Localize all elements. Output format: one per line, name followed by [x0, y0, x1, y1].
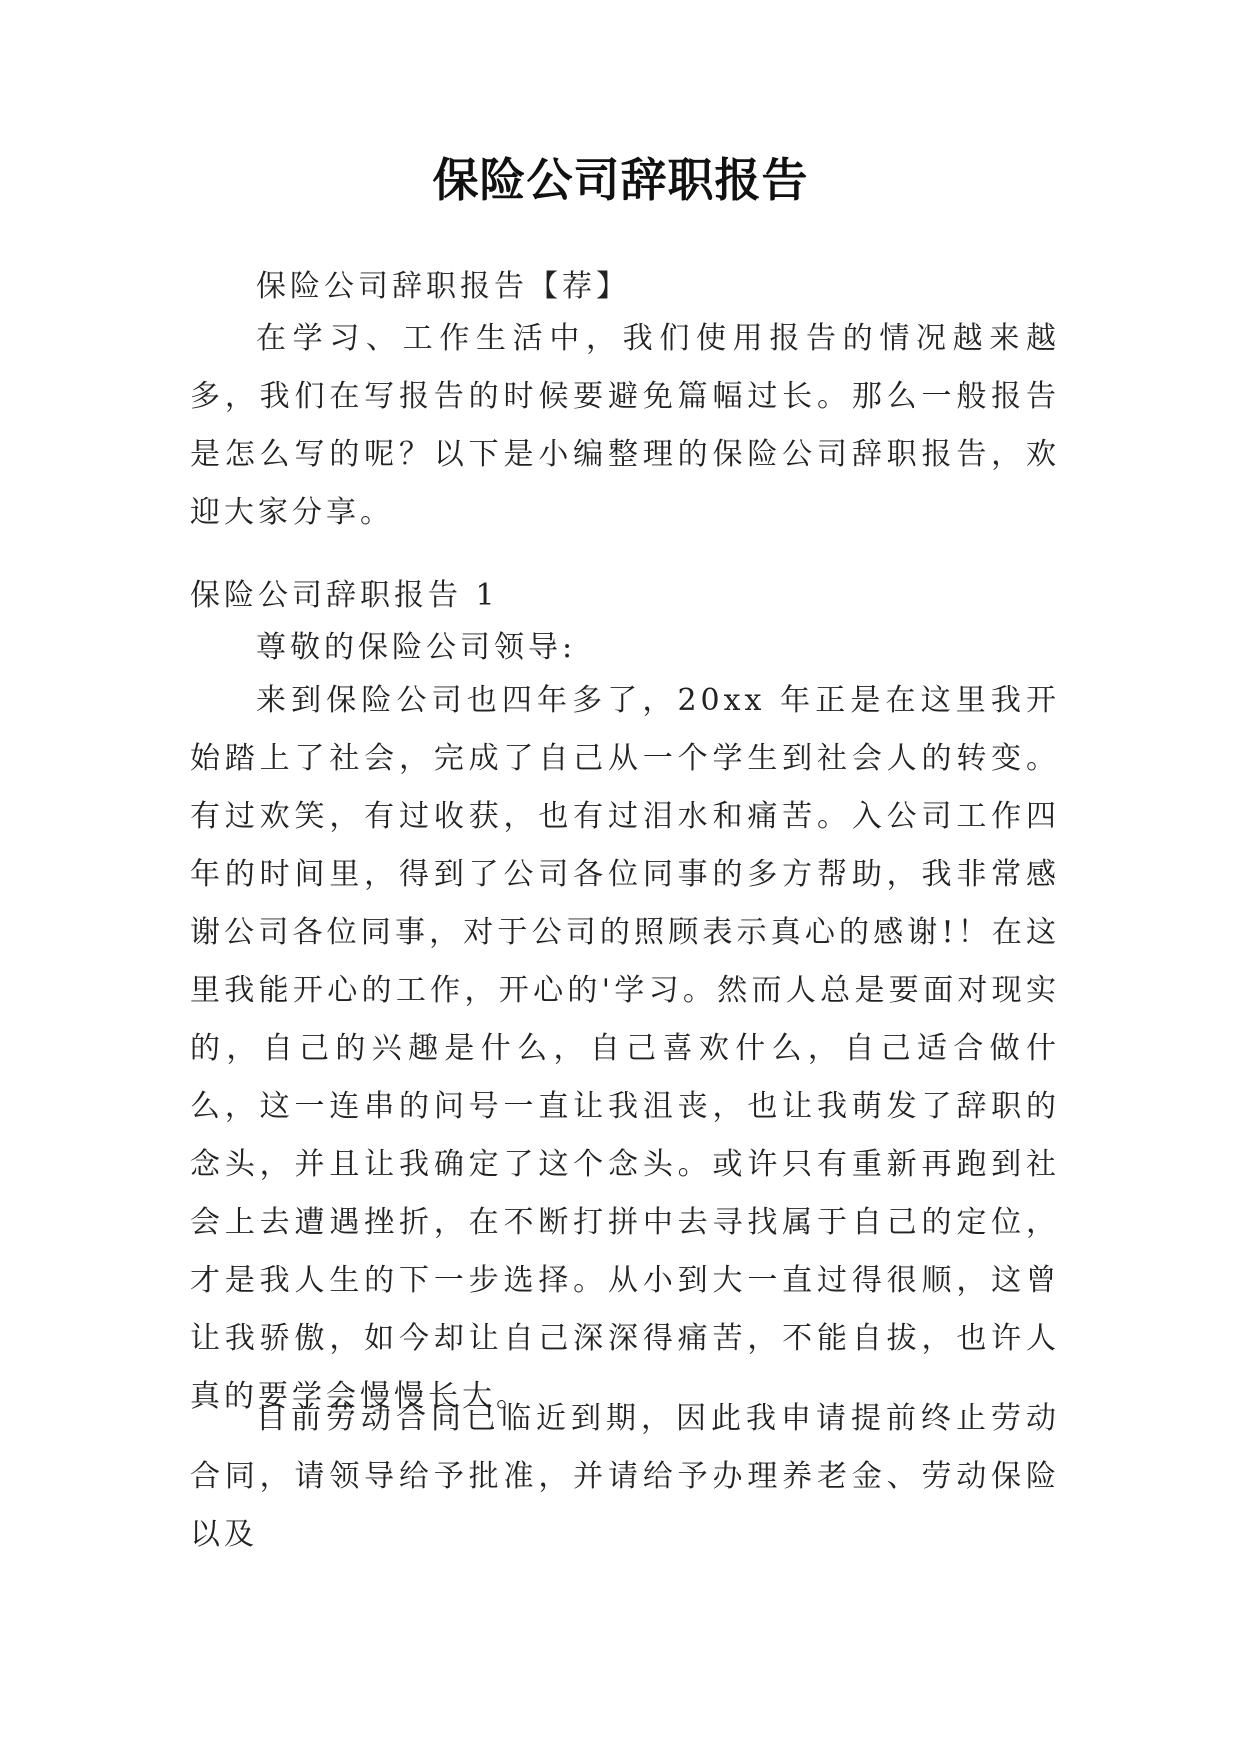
- body-paragraph-2: 目前劳动合同已临近到期，因此我申请提前终止劳动合同，请领导给予批准，并请给予办理养老金、劳动保险以及: [190, 1401, 1060, 1552]
- section-heading: 保险公司辞职报告 1: [190, 578, 499, 613]
- intro-paragraph: 在学习、工作生活中，我们使用报告的情况越来越多，我们在写报告的时候要避免篇幅过长。那么一般报告是怎么写的呢？以下是小编整理的保险公司辞职报告，欢迎大家分享。: [190, 321, 1060, 530]
- document-subtitle: 保险公司辞职报告【荐】: [256, 269, 630, 304]
- document-title: 保险公司辞职报告: [432, 153, 809, 207]
- salutation: 尊敬的保险公司领导:: [256, 630, 577, 665]
- body-paragraph-1: 来到保险公司也四年多了，20xx 年正是在这里我开始踏上了社会，完成了自己从一个学生到社会人的转变。有过欢笑，有过收获，也有过泪水和痛苦。入公司工作四年的时间里，得到了公司各位同事的多方帮助，我非常感谢公司各位同事，对于公司的照顾表示真心的感谢!！在这里我能开心的工作，开心的'学习。然而人总是要面对现实的，自己的兴趣是什么，自己喜欢什么，自己适合做什么，这一连串的问号一直让我沮丧，也让我萌发了辞职的念头，并且让我确定了这个念头。或许只有重新再跑到社会上去遭遇挫折，在不断打拼中去寻找属于自己的定位，才是我人生的下一步选择。从小到大一直过得很顺，这曾让我骄傲，如今却让自己深深得痛苦，不能自拔，也许人真的要学会慢慢长大。: [190, 683, 1060, 1414]
